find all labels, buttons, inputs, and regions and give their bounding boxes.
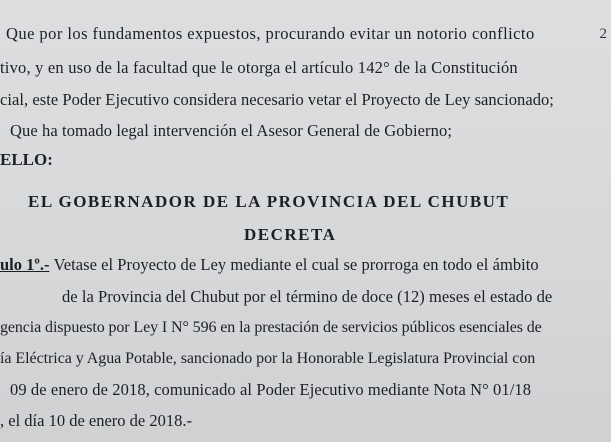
article-1-line-1 (0, 255, 539, 275)
paragraph-line-4: Que ha tomado legal intervención el Asesor General de Gobierno; (10, 121, 453, 140)
governor-heading: EL GOBERNADOR DE LA PROVINCIA DEL CHUBUT (28, 192, 510, 211)
paragraph-line-3: cial, este Poder Ejecutivo considera necesario vetar el Proyecto de Ley sancionado; (0, 90, 554, 109)
decreta-heading: DECRETA (244, 225, 337, 244)
article-1-line-6: , el día 10 de enero de 2018.- (0, 411, 192, 430)
article-1-label: ulo 1º.- (0, 255, 50, 274)
article-1-line-5: 09 de enero de 2018, comunicado al Poder Ejecutivo mediante Nota N° 01/18 (10, 380, 532, 399)
paragraph-line-1: Que por los fundamentos expuestos, procurando evitar un notorio conflicto (6, 24, 535, 43)
article-1-line-3: gencia dispuesto por Ley I N° 596 en la prestación de servicios públicos esenciales de (0, 319, 542, 336)
por-ello-label: ELLO: (0, 150, 53, 169)
page-number: 2 (599, 26, 607, 42)
paragraph-line-2: tivo, y en uso de la facultad que le otorga el artículo 142° de la Constitución (0, 58, 518, 77)
article-1-text: Vetase el Proyecto de Ley mediante el cual se prorroga en todo el ámbito (53, 255, 539, 274)
article-1-line-4: ía Eléctrica y Agua Potable, sancionado por la Honorable Legislatura Provincial con (0, 350, 536, 367)
article-1-line-2: de la Provincia del Chubut por el término de doce (12) meses el estado de (62, 287, 553, 306)
